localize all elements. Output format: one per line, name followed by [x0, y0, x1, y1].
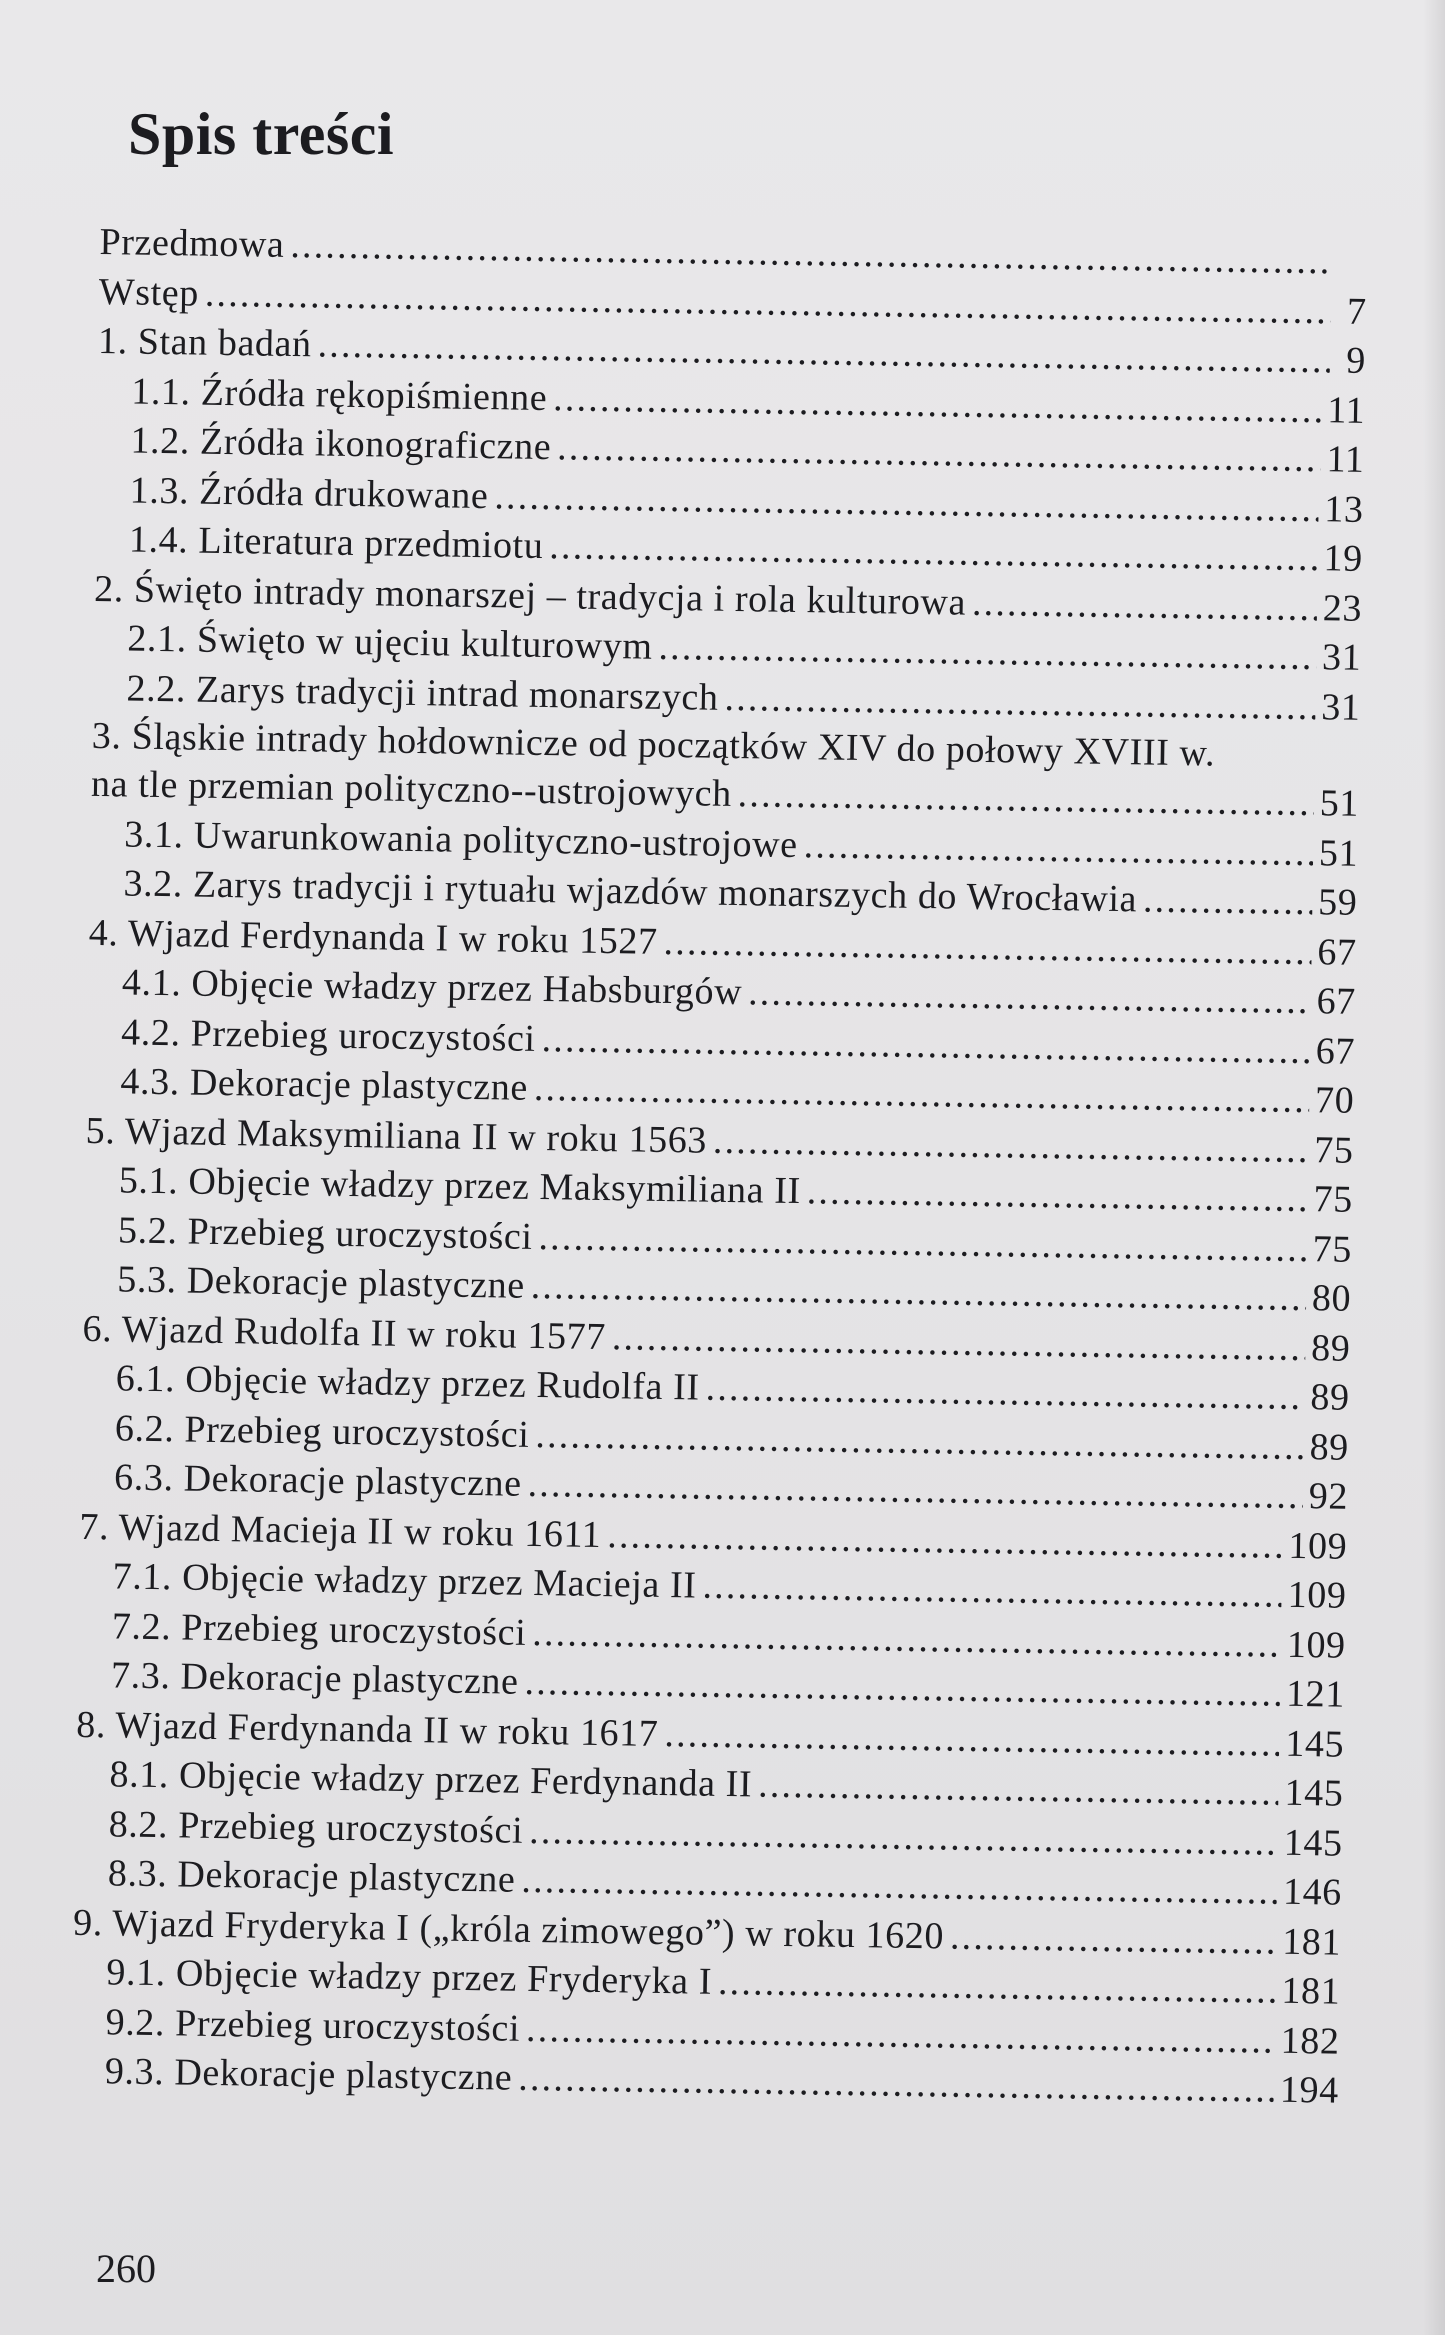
toc-entry-label: 2.1. Święto w ujęciu kulturowym	[127, 617, 653, 668]
toc-dot-leader	[972, 578, 1318, 633]
toc-dot-leader	[737, 770, 1314, 829]
toc-entry-label: 5.1. Objęcie władzy przez Maksymiliana II	[118, 1159, 802, 1213]
toc-entry-label: 4.2. Przebieg uroczystości	[120, 1010, 536, 1060]
table-of-contents	[70, 218, 1367, 2116]
toc-entry-page: 182	[1280, 2019, 1340, 2063]
toc-entry-page: 9	[1345, 339, 1367, 382]
toc-entry-page: 7	[1346, 290, 1368, 333]
toc-entry-label: 5. Wjazd Maksymiliana II w roku 1563	[85, 1109, 708, 1162]
toc-entry-label: 7.1. Objęcie władzy przez Macieja II	[112, 1555, 697, 1607]
toc-dot-leader	[758, 1761, 1279, 1819]
toc-entry-page: 89	[1310, 1376, 1350, 1419]
toc-entry-label: 6. Wjazd Rudolfa II w roku 1577	[82, 1307, 607, 1358]
toc-entry-page: 146	[1282, 1870, 1343, 1914]
toc-entry-label: 1.1. Źródła rękopiśmienne	[130, 370, 548, 419]
page-number: 260	[96, 2246, 156, 2291]
toc-entry-page: 51	[1319, 782, 1360, 825]
toc-entry-page: 67	[1317, 930, 1357, 974]
toc-entry-label: 3.2. Zarys tradycji i rytuału wjazdów monarszych do Wrocławia	[123, 862, 1138, 921]
toc-entry-page: 89	[1309, 1425, 1350, 1469]
toc-entry-page: 109	[1286, 1623, 1347, 1667]
toc-entry-page: 31	[1320, 685, 1361, 729]
toc-entry-page: 181	[1281, 1920, 1342, 1964]
toc-entry-label: 8.2. Przebieg uroczystości	[108, 1802, 524, 1852]
toc-dot-leader	[950, 1912, 1277, 1967]
toc-dot-leader	[718, 1958, 1276, 2016]
toc-entry-label: 7. Wjazd Macieja II w roku 1611	[79, 1505, 602, 1556]
toc-entry-page: 11	[1326, 438, 1365, 481]
toc-dot-leader	[806, 1167, 1308, 1224]
toc-entry-page: 80	[1311, 1277, 1352, 1320]
toc-dot-leader	[1143, 875, 1313, 927]
toc-entry-label: 4.3. Dekoracje plastyczne	[120, 1060, 529, 1109]
toc-entry-page: 145	[1283, 1821, 1343, 1865]
toc-entry-page: 109	[1287, 1573, 1347, 1617]
toc-entry-label: 3. Śląskie intrady hołdownicze od początków XIV do połowy XVIII w.	[91, 714, 1216, 775]
page-title: Spis treści	[128, 101, 395, 167]
toc-dot-leader	[664, 1710, 1280, 1769]
toc-entry-page: 31	[1321, 636, 1362, 679]
toc-dot-leader	[702, 1562, 1282, 1621]
toc-entry-page: 145	[1284, 1771, 1344, 1815]
toc-entry-label: 1.3. Źródła drukowane	[129, 469, 489, 517]
toc-entry-page: 109	[1288, 1524, 1348, 1568]
toc-entry-page: 194	[1279, 2068, 1340, 2112]
toc-entry-label: 4.1. Objęcie władzy przez Habsburgów	[121, 961, 743, 1014]
toc-entry-label: 9. Wjazd Fryderyka I („króla zimowego”) w roku 1620	[72, 1901, 945, 1957]
toc-entry-label: 1. Stan badań	[97, 319, 312, 366]
toc-entry-label: 7.3. Dekoracje plastyczne	[110, 1654, 519, 1703]
toc-entry-page: 67	[1316, 980, 1357, 1023]
toc-entry-label: 2. Święto intrady monarszej – tradycja i rola kulturowa	[93, 567, 967, 624]
toc-entry-page: 23	[1322, 586, 1363, 630]
toc-entry-page: 75	[1313, 1178, 1354, 1221]
toc-entry-label: 1.2. Źródła ikonograficzne	[130, 419, 552, 469]
toc-entry-label: 6.1. Objęcie władzy przez Rudolfa II	[115, 1357, 701, 1409]
toc-entry-page: 181	[1281, 1969, 1341, 2013]
toc-entry-label: 6.3. Dekoracje plastyczne	[113, 1456, 522, 1505]
toc-entry-page: 11	[1327, 388, 1366, 432]
toc-entry-label: 3.1. Uwarunkowania polityczno-ustrojowe	[123, 812, 799, 866]
toc-entry-label: 1.4. Literatura przedmiotu	[128, 518, 544, 568]
toc-entry-label: Przedmowa	[99, 220, 285, 266]
toc-entry-page: 67	[1315, 1029, 1356, 1073]
toc-entry-page: 121	[1285, 1672, 1346, 1716]
page-edge-shadow	[1423, 0, 1445, 2335]
toc-entry-page: 59	[1317, 881, 1358, 924]
toc-entry-label: 5.3. Dekoracje plastyczne	[117, 1258, 526, 1307]
toc-entry-label: 8. Wjazd Ferdynanda II w roku 1617	[76, 1703, 659, 1755]
toc-entry-label: 8.3. Dekoracje plastyczne	[107, 1852, 516, 1901]
toc-entry-label: 8.1. Objęcie władzy przez Ferdynanda II	[109, 1753, 753, 1806]
toc-dot-leader	[713, 1116, 1309, 1175]
toc-entry-page: 70	[1314, 1079, 1355, 1122]
toc-entry-label: 5.2. Przebieg uroczystości	[117, 1208, 533, 1258]
toc-entry-page: 145	[1285, 1722, 1345, 1766]
toc-entry-page: 75	[1312, 1227, 1353, 1271]
toc-entry-label: Wstęp	[98, 270, 200, 315]
toc-entry-label: 9.2. Przebieg uroczystości	[105, 2000, 521, 2050]
toc-entry-label: 4. Wjazd Ferdynanda I w roku 1527	[88, 911, 658, 963]
toc-entry-page: 19	[1323, 537, 1364, 580]
toc-dot-leader	[748, 968, 1311, 1026]
toc-entry-label: 2.2. Zarys tradycji intrad monarszych	[126, 666, 719, 719]
toc-entry-page: 92	[1308, 1475, 1349, 1518]
toc-entry-label: 7.2. Przebieg uroczystości	[111, 1604, 527, 1654]
toc-entry-page: 75	[1313, 1128, 1354, 1172]
toc-entry-label: 9.3. Dekoracje plastyczne	[104, 2050, 513, 2099]
toc-entry-label: 6.2. Przebieg uroczystości	[114, 1406, 530, 1456]
toc-entry-label: na tle przemian polityczno--ustrojowych	[90, 762, 733, 815]
toc-entry-page: 13	[1324, 487, 1364, 531]
toc-entry-label: 9.1. Objęcie władzy przez Fryderyka I	[106, 1951, 713, 2003]
toc-entry-page: 51	[1318, 831, 1359, 875]
toc-dot-leader	[803, 821, 1313, 878]
toc-dot-leader	[518, 2054, 1274, 2115]
toc-entry-page: 89	[1310, 1326, 1351, 1370]
